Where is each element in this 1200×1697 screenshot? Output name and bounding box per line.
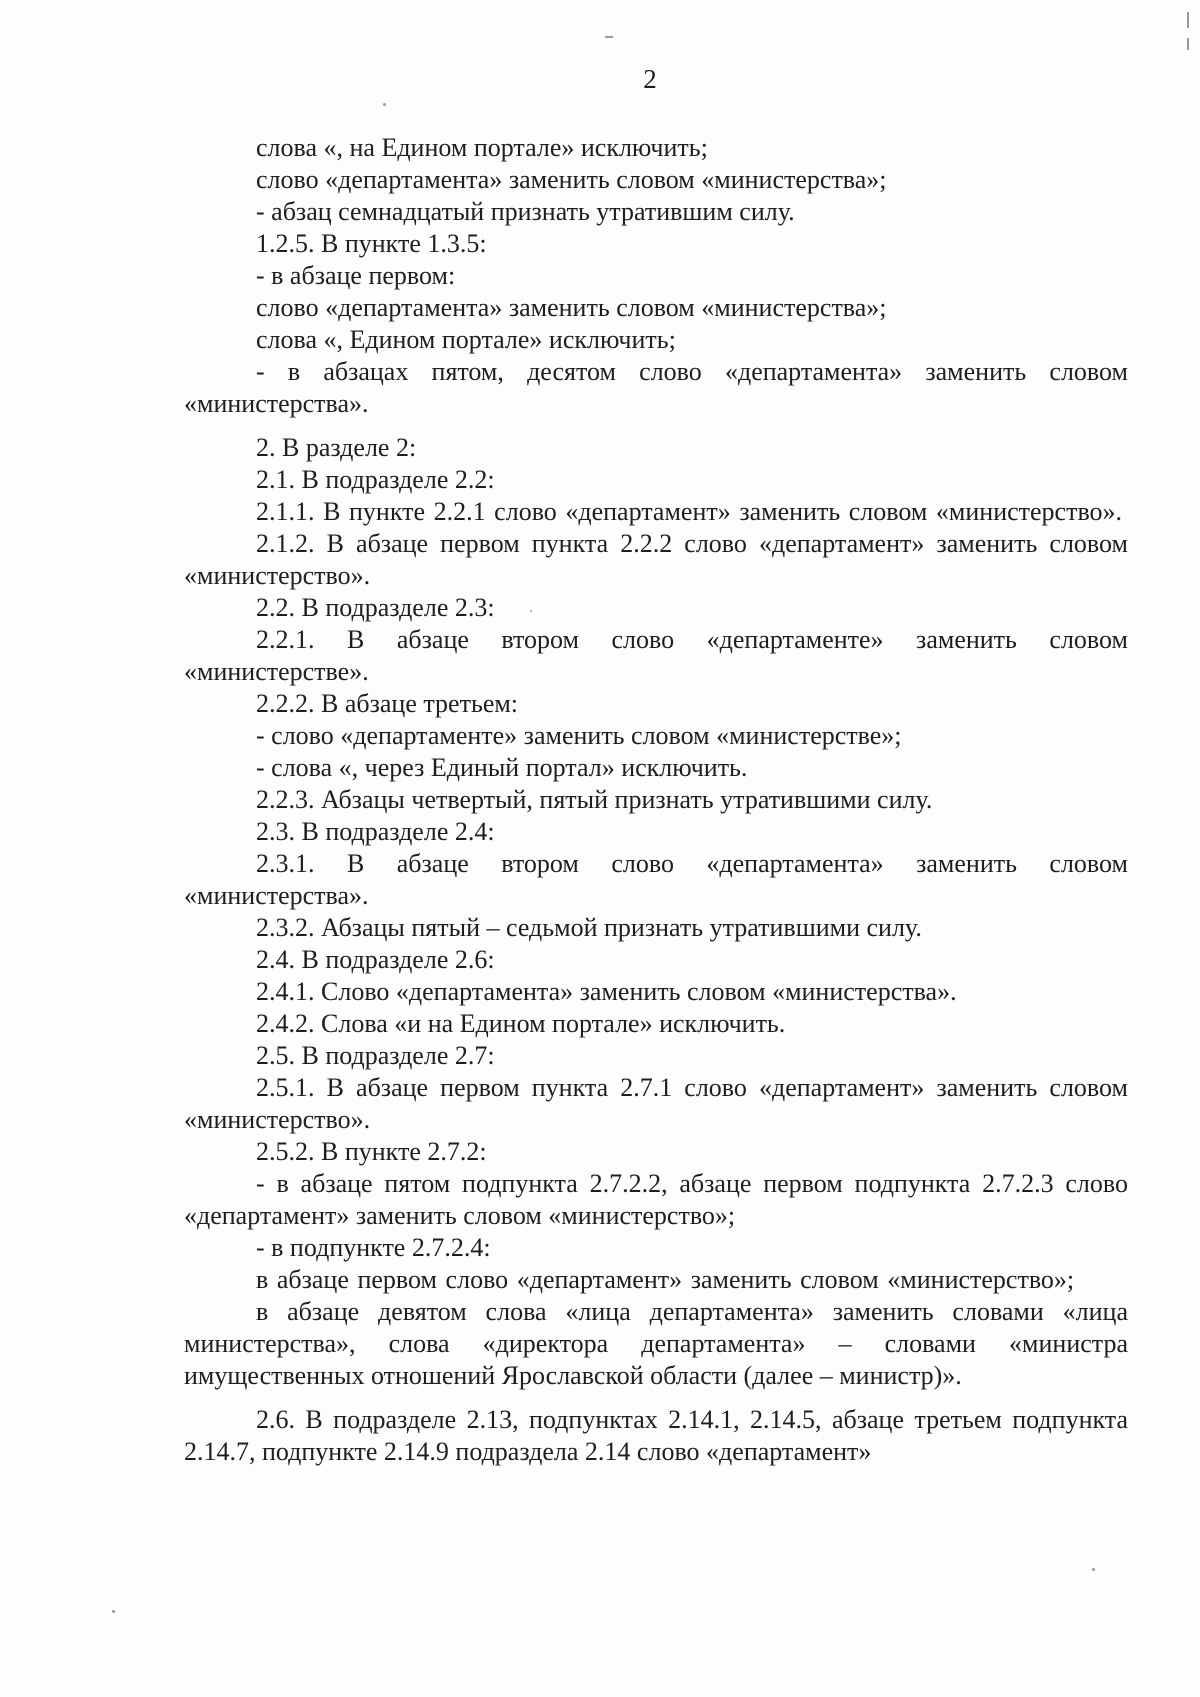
paragraph: слова «, на Едином портале» исключить; <box>256 133 708 162</box>
paragraph: 2.2.2. В абзаце третьем: <box>256 689 519 718</box>
scan-speck <box>383 103 386 106</box>
paragraph: 2.5.1. В абзаце первом пункта 2.7.1 слово «департамент» заменить словом «министерство». <box>184 1073 1128 1134</box>
paragraph: 2.1.2. В абзаце первом пункта 2.2.2 слово «департамент» заменить словом «министерство». <box>184 529 1128 590</box>
paragraph: - слово «департаменте» заменить словом «министерстве»; <box>256 721 902 750</box>
paragraph: - в подпункте 2.7.2.4: <box>256 1233 491 1262</box>
scan-speck <box>605 36 613 38</box>
paragraph: 2.2.1. В абзаце втором слово «департаменте» заменить словом «министерстве». <box>184 625 1128 686</box>
paragraph: 2.4.2. Слова «и на Едином портале» исключить. <box>256 1009 786 1038</box>
paragraph: 2.3.2. Абзацы пятый – седьмой признать утратившими силу. <box>256 913 922 942</box>
paragraph: - в абзаце пятом подпункта 2.7.2.2, абзаце первом подпункта 2.7.2.3 слово «департамент» заменить словом «министерство»; <box>184 1169 1128 1230</box>
paragraph: 2.4. В подразделе 2.6: <box>256 945 495 974</box>
paragraph: 2.5. В подразделе 2.7: <box>256 1041 495 1070</box>
scan-speck <box>530 610 532 612</box>
section-heading: 2. В разделе 2: <box>256 433 417 462</box>
paragraph: 2.1. В подразделе 2.2: <box>256 465 495 494</box>
scan-speck <box>1092 1568 1095 1571</box>
scan-edge-mark <box>1187 12 1189 28</box>
paragraph: 2.2.3. Абзацы четвертый, пятый признать утратившими силу. <box>256 785 933 814</box>
paragraph: 2.1.1. В пункте 2.2.1 слово «департамент» заменить словом «министерство». <box>256 497 1123 526</box>
page-number: 2 <box>643 64 657 94</box>
paragraph: слова «, Едином портале» исключить; <box>256 325 676 354</box>
paragraph: 2.5.2. В пункте 2.7.2: <box>256 1137 487 1166</box>
document-body <box>184 132 1128 1468</box>
paragraph: 2.6. В подразделе 2.13, подпунктах 2.14.1, 2.14.5, абзаце третьем подпункта 2.14.7, подпункте 2.14.9 подраздела 2.14 слово «департамент» <box>184 1405 1128 1466</box>
paragraph: 2.2. В подразделе 2.3: <box>256 593 495 622</box>
scan-speck <box>112 1610 115 1613</box>
paragraph: слово «департамента» заменить словом «министерства»; <box>256 165 887 194</box>
paragraph: 2.3.1. В абзаце втором слово «департамента» заменить словом «министерства». <box>184 849 1128 910</box>
paragraph: в абзаце первом слово «департамент» заменить словом «министерство»; <box>256 1265 1075 1294</box>
paragraph: в абзаце девятом слова «лица департамента» заменить словами «лица министерства», слова «директора департамента» – словами «министра имущественных отношений Ярославской области (далее – министр)». <box>184 1297 1128 1390</box>
paragraph: - слова «, через Единый портал» исключить. <box>256 753 748 782</box>
paragraph: 2.4.1. Слово «департамента» заменить словом «министерства». <box>256 977 957 1006</box>
scan-edge-mark <box>1187 38 1189 50</box>
paragraph: - абзац семнадцатый признать утратившим силу. <box>256 197 795 226</box>
paragraph: слово «департамента» заменить словом «министерства»; <box>256 293 887 322</box>
paragraph: 1.2.5. В пункте 1.3.5: <box>256 229 487 258</box>
paragraph: - в абзаце первом: <box>256 261 456 290</box>
paragraph: - в абзацах пятом, десятом слово «департамента» заменить словом «министерства». <box>184 357 1128 418</box>
paragraph: 2.3. В подразделе 2.4: <box>256 817 495 846</box>
